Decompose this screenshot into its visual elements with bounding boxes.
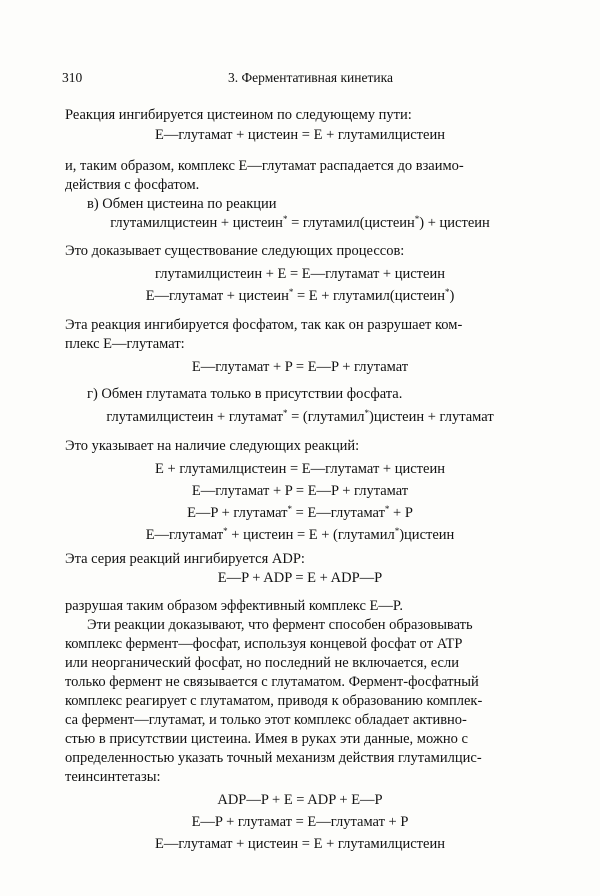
paragraph-line: или неорганический фосфат, но последний не включается, если: [65, 655, 459, 671]
paragraph-line: Это доказывает существование следующих процессов:: [65, 243, 405, 259]
paragraph-line: Реакция ингибируется цистеином по следующему пути:: [65, 107, 412, 123]
paragraph-line: только фермент не связывается с глутаматом. Фермент-фосфатный: [65, 674, 479, 690]
paragraph-line: Эта серия реакций ингибируется ADP:: [65, 551, 305, 567]
paragraph-line: Эта реакция ингибируется фосфатом, так как он разрушает ком-: [65, 317, 463, 333]
paragraph-line: действия с фосфатом.: [65, 177, 200, 193]
paragraph-line: Это указывает на наличие следующих реакций:: [65, 438, 360, 454]
equation: E—глутамат + цистеин = E + глутамилцистеин: [155, 127, 445, 143]
page-number: 310: [62, 70, 83, 85]
paragraph-line: теинсинтетазы:: [65, 769, 161, 785]
section-heading-g: г) Обмен глутамата только в присутствии фосфата.: [87, 386, 403, 402]
paragraph-line: Эти реакции доказывают, что фермент способен образовывать: [87, 617, 473, 633]
equation: E—глутамат + P = E—P + глутамат: [191, 483, 409, 499]
equation: E—P + ADP = E + ADP—P: [217, 570, 383, 586]
equation: E—глутамат + цистеин = E + глутамилцистеин: [155, 836, 445, 852]
paragraph-line: разрушая таким образом эффективный комплекс E—P.: [65, 598, 403, 614]
section-heading-v: в) Обмен цистеина по реакции: [87, 196, 277, 212]
equation: глутамилцистеин + цистеин* = глутамил(цистеин*) + цистеин: [110, 214, 490, 231]
equation: глутамилцистеин + глутамат* = (глутамил*)цистеин + глутамат: [106, 408, 494, 425]
equation: ADP—P + E = ADP + E—P: [217, 792, 383, 808]
paragraph-line: определенностью указать точный механизм действия глутамилцис-: [65, 750, 482, 766]
equation: E—глутамат* + цистеин = E + (глутамил*)цистеин: [145, 526, 455, 543]
paragraph-line: плекс E—глутамат:: [65, 336, 185, 352]
chapter-title: 3. Ферментативная кинетика: [228, 70, 393, 85]
paragraph-line: комплекс фермент—фосфат, используя концевой фосфат от ATP: [65, 636, 463, 652]
paragraph-line: комплекс реагирует с глутаматом, приводя к образованию комплек-: [65, 693, 483, 709]
equation: E—P + глутамат* = E—глутамат* + P: [187, 504, 413, 521]
equation: E—глутамат + P = E—P + глутамат: [191, 359, 409, 375]
equation: глутамилцистеин + E = E—глутамат + цистеин: [155, 266, 445, 282]
paragraph-line: стью в присутствии цистеина. Имея в руках эти данные, можно с: [65, 731, 468, 747]
paragraph-line: и, таким образом, комплекс E—глутамат распадается до взаимо-: [65, 158, 464, 174]
equation: E—P + глутамат = E—глутамат + P: [191, 814, 409, 830]
paragraph-line: са фермент—глутамат, и только этот комплекс обладает активно-: [65, 712, 467, 728]
equation: E—глутамат + цистеин* = E + глутамил(цистеин*): [145, 287, 455, 304]
equation: E + глутамилцистеин = E—глутамат + цистеин: [155, 461, 445, 477]
